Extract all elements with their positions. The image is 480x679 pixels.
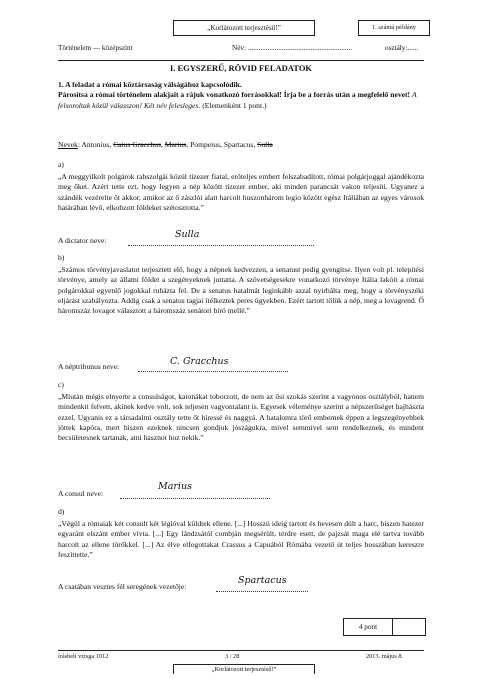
footer-left: írásbeli vizsga 1012 [58,653,109,660]
confidential-label: „Korlátozott terjesztésű!” [173,20,315,36]
names-label: Nevek [58,140,78,149]
footer-page: 3 / 28 [225,653,240,660]
item-b-answer-label: A néptribunus neve: [58,362,120,371]
item-c-answer-label: A consul neve: [58,489,104,498]
item-a-text: „A meggyilkolt polgárok rabszolgái közül tízezer fiatal, erőteljes embert felszabadított, római polgárjoggal ajándékozta meg őket. Azért tette ezt, hogy legyen a nép között tízezer ember, aki minden parancsát vakon teljesíti. Ugyanez a szándék vezérelte őt akkor, amikor az ő zászlói alatt harcolt huszonhárom legio között egész Itáliában az egyes városok határában lévő, elkobzott földeket szétosztotta.” [58,172,424,212]
name-pompeius: Pompeius [190,140,221,149]
subject-label: Történelem — középszint [58,44,133,52]
footer-date: 2013. május 8. [366,653,404,660]
item-d-answer: Spartacus [238,575,287,586]
item-a-answer-label: A dictator neve: [58,236,107,245]
task-points: (Elemenként 1 pont.) [202,100,267,110]
task-instruction: Párosítsa a római történelem alakjait a rájuk vonatkozó forrásokkal! Írja be a forrás után a megfelelő nevet! [58,90,411,100]
item-c-answer: Marius [158,481,192,492]
name-sulla: Sulla [257,140,273,149]
item-d-letter: d) [58,507,65,516]
task-title: 1. A feladat a római köztársaság válságához kapcsolódik. [58,80,242,89]
score-label: 4 pont [343,618,393,636]
names-list: Nevek: Antonius, Caius Gracchus, Marius, Pompeius, Spartacus, Sulla [58,140,273,149]
task-block [58,80,424,111]
item-b-answer: C. Gracchus [170,356,229,367]
item-b-answer-line [138,371,288,372]
item-d-text: „Végül a rómaiak két consult két légióval küldtek ellene. [...] Hosszú ideig tartott és hevesen dúlt a harc, hiszen hatezer egyaránt elszánt ember vívta. [...] Egy lándzsától combján megsérült, térdre esett, de pajzsát maga elé tartva tovább harcolt az ellene törőkkel. [...] Az élve elfogottakat Crassus a Capuából Rómába vezető út teljes hosszában kereszre feszíttette.” [58,519,424,559]
class-field: osztály:...... [385,44,419,52]
name-caius-gracchus: Caius Gracchus [113,140,161,149]
name-spartacus: Spartacus [223,140,254,149]
item-d-answer-line [216,591,308,592]
name-field: Név: .......................................................... [232,44,352,52]
item-c-letter: c) [58,380,64,389]
item-a-answer: Sulla [175,229,200,240]
item-c-answer-line [120,498,270,499]
name-antonius: Antonius [81,140,110,149]
item-a-answer-line [128,245,314,246]
section-title: I. EGYSZERŰ, RÖVID FELADATOK [169,63,313,73]
item-b-text: „Számos törvényjavaslatot terjesztett elő, hogy a népnek kedvezzen, a senatust pedig gyengítse. Ilyen volt pl. telepítési törvénye, amely az állami földet a szegényeknek juttatta. A szövetségesekre vonatkozó törvénye Itália lakóit a római polgárokkal egyenlő jogokkal ruházta fel. De a senatus hatalmát leginkább azzal nyirbálta meg, hogy a törvényszéki eljárást szabályozta. Addig csak a senatus tagjai ítélkeztek peres ügyekben. Ezért tartott tőlük a nép, meg a lovagrend. Ő háromszáz lovagot választott a háromszáz senátori bíró mellé.” [58,265,424,316]
score-box [343,618,426,636]
copy-label: 1. számú példány [358,20,430,36]
item-c-text: „Miután mégis elnyerte a consulságot, katonákat toborzott, de nem az ősi szokás szerint a vagyonos osztályból, hanem mindenkit felvett, akinek kedve volt, sok teljesen vagyontalant is. Egyesek véleménye szerint a népszerűséget hajhászta ezzel. Ugyanis ez a társadalmi osztály tette őt híressé és naggyá. A hatalomra törő embernek éppen a legszegényebbek jöttek kapóra, mert hiszen ezeknek nincsen gondjuk jószágukra, mivel semmivel sem rendelkeznek, és mindent becsületesnek tartanak, ami hasznot hoz nekik.” [58,392,424,443]
task-hint: A felsoroltak közül válasszon! Két név felesleges. [58,90,417,110]
name-marius: Marius [164,140,187,149]
score-empty-cell [393,618,426,636]
title-rule [58,60,424,61]
item-d-answer-label: A csatában vesztes fél seregének vezetője: [58,582,187,591]
item-a-letter: a) [58,160,64,169]
item-b-letter: b) [58,253,65,262]
footer-rule [58,650,424,651]
footer-confidential: „Korlátozott terjesztésű!” [173,664,315,674]
